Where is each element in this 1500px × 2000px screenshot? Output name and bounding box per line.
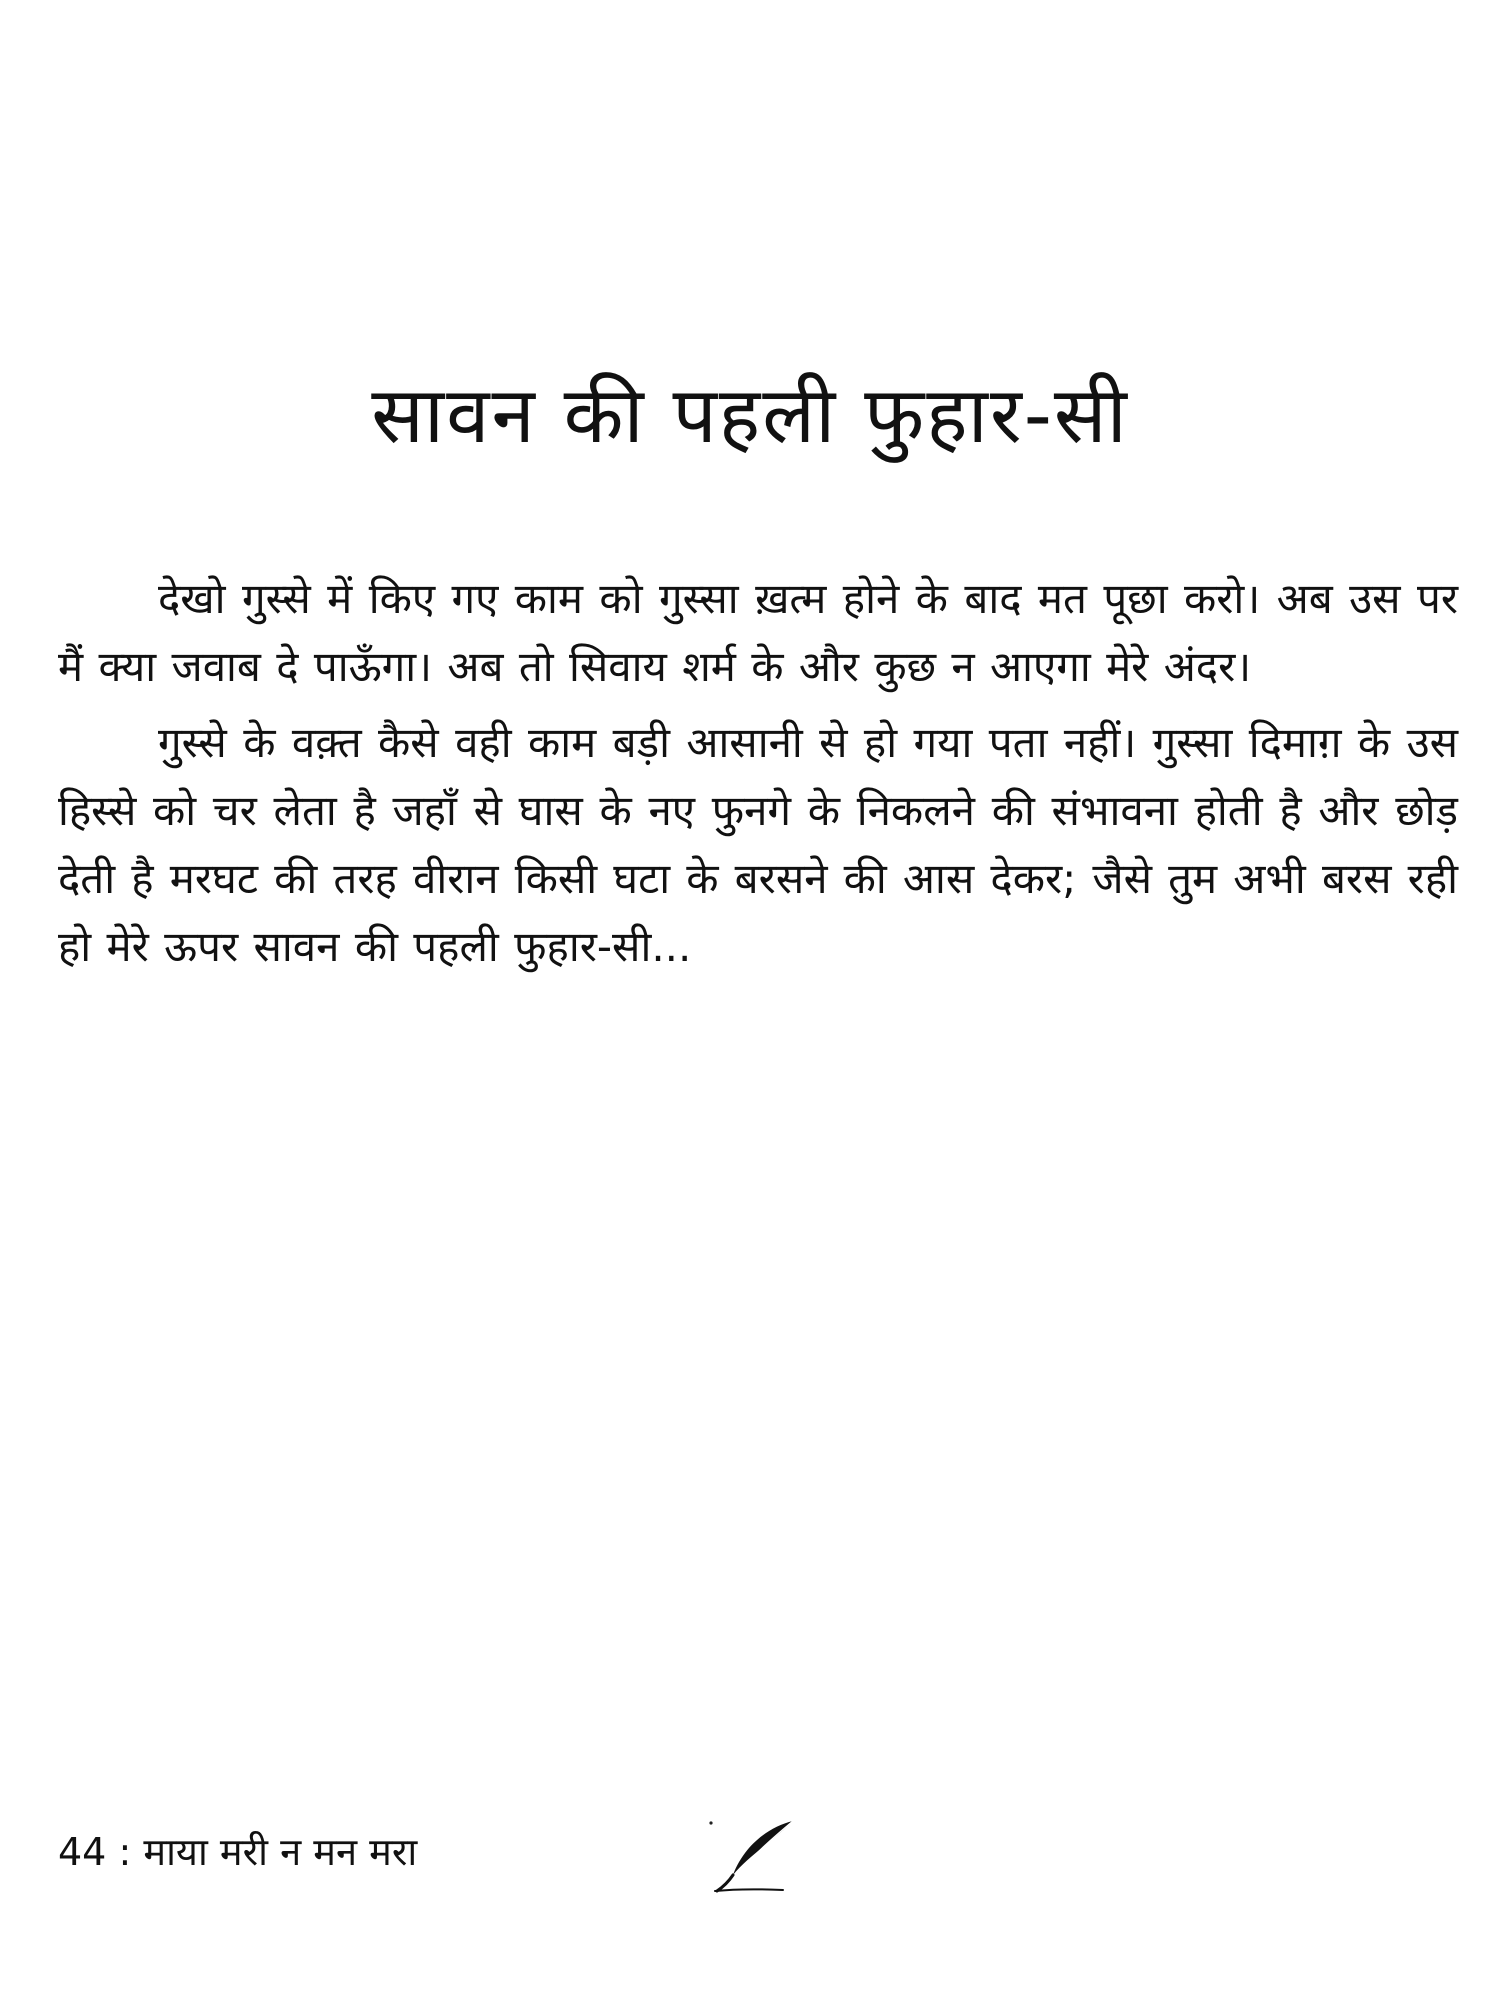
quill-pen-icon	[705, 1815, 800, 1895]
chapter-title: सावन की पहली फुहार-सी	[371, 371, 1129, 461]
body-text	[58, 565, 1458, 989]
paragraph-1: देखो गुस्से में किए गए काम को गुस्सा ख़त्म होने के बाद मत पूछा करो। अब उस पर मैं क्या जवाब दे पाऊँगा। अब तो सिवाय शर्म के और कुछ न आएगा मेरे अंदर।	[58, 574, 1458, 691]
running-book-title: माया मरी न मन मरा	[143, 1830, 418, 1874]
paragraph-2: गुस्से के वक़्त कैसे वही काम बड़ी आसानी से हो गया पता नहीं। गुस्सा दिमाग़ के उस हिस्से को चर लेता है जहाँ से घास के नए फुनगे के निकलने की संभावना होती है और छोड़ देती है मरघट की तरह वीरान किसी घटा के बरसने की आस देकर; जैसे तुम अभी बरस रही हो मेरे ऊपर सावन की पहली फुहार-सी...	[58, 718, 1458, 971]
page-number: 44	[58, 1830, 107, 1874]
page-footer	[58, 1830, 417, 1876]
footer-separator: :	[118, 1830, 132, 1874]
